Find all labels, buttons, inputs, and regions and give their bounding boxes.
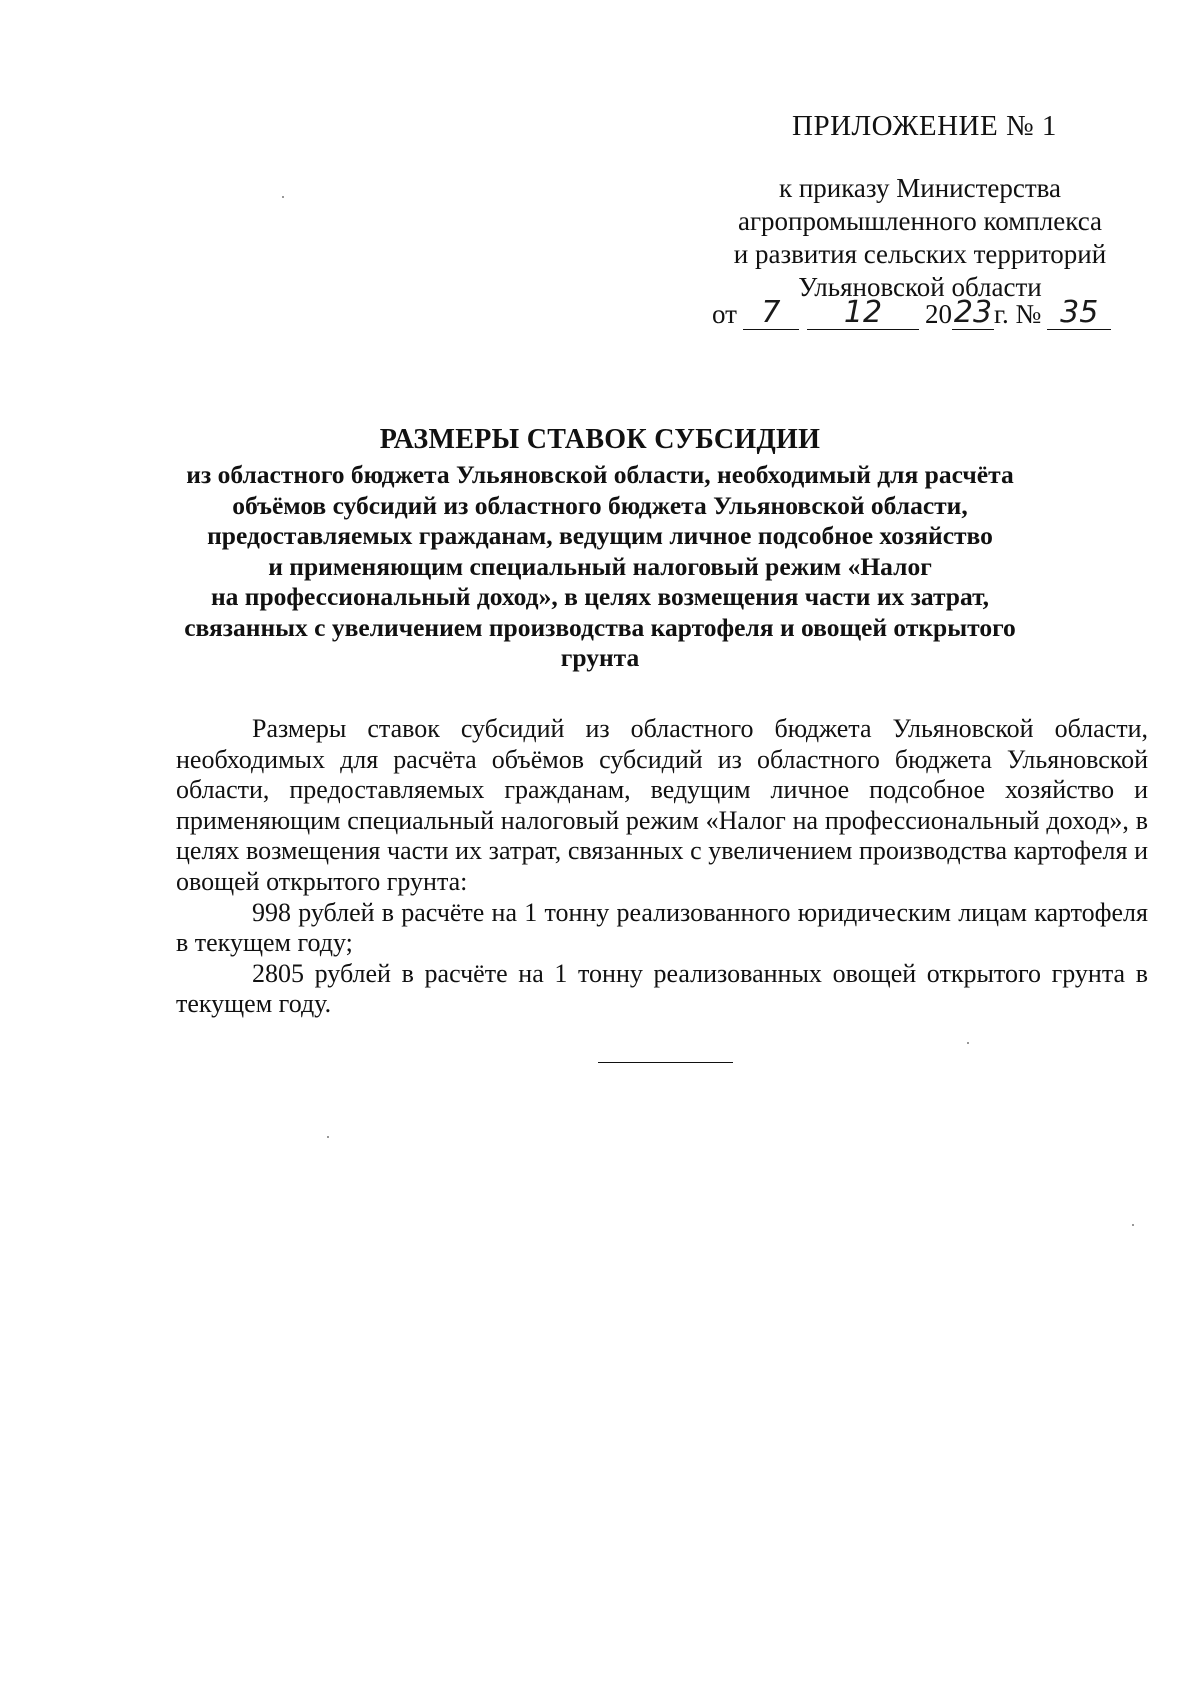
scan-speck xyxy=(282,196,284,198)
end-divider xyxy=(598,1062,733,1063)
year-prefix: 20 xyxy=(924,299,952,329)
date-prefix: от xyxy=(712,299,737,329)
body-paragraph: 998 рублей в расчёте на 1 тонну реализованного юридическим лицам картофеля в текущем году; xyxy=(176,897,1148,958)
scan-speck xyxy=(327,1136,329,1138)
heading-subtitle-line: связанных с увеличением производства картофеля и овощей открытого xyxy=(184,612,1016,642)
appendix-title: ПРИЛОЖЕНИЕ № 1 xyxy=(792,110,1057,142)
heading-subtitle-line: на профессиональный доход», в целях возмещения части их затрат, xyxy=(210,582,990,611)
number-prefix: г. № xyxy=(993,299,1042,329)
handwritten-order-number: 35 xyxy=(1047,298,1111,330)
scan-speck xyxy=(967,1042,969,1044)
order-reference xyxy=(700,172,1140,304)
order-reference-line: агропромышленного комплекса xyxy=(738,206,1102,236)
heading-subtitle-line: и применяющим специальный налоговый режим «Налог xyxy=(268,551,932,581)
heading-subtitle-line: объёмов субсидий из областного бюджета Ульяновской области, xyxy=(232,490,968,520)
heading-title: РАЗМЕРЫ СТАВОК СУБСИДИИ xyxy=(379,424,821,455)
handwritten-month: 12 xyxy=(807,298,919,330)
body-paragraph: Размеры ставок субсидий из областного бюджета Ульяновской области, необходимых для расчёта объёмов субсидий из областного бюджета Ульяновской области, предоставляемых гражданам, ведущим личное подсобное хозяйство и применяющим специальный налоговый режим «Налог на профессиональный доход», в целях возмещения части их затрат, связанных с увеличением производства картофеля и овощей открытого грунта: xyxy=(176,714,1148,896)
heading-subtitle-line: грунта xyxy=(560,643,640,672)
scan-speck xyxy=(1132,1224,1134,1226)
body-paragraph: 2805 рублей в расчёте на 1 тонну реализованных овощей открытого грунта в текущем году. xyxy=(176,958,1148,1019)
order-reference-line: и развития сельских территорий xyxy=(733,239,1107,269)
heading-subtitle xyxy=(170,460,1030,674)
heading-subtitle-line: из областного бюджета Ульяновской области, необходимый для расчёта xyxy=(186,460,1014,489)
handwritten-year: 23 xyxy=(953,295,993,330)
heading-subtitle-line: предоставляемых гражданам, ведущим личное подсобное хозяйство xyxy=(207,521,993,550)
order-date-line xyxy=(712,295,1111,330)
document-heading xyxy=(170,424,1030,674)
handwritten-day: 7 xyxy=(743,298,799,330)
order-reference-line: Ульяновской области xyxy=(798,272,1042,302)
document-body xyxy=(176,714,1148,1020)
order-reference-line: к приказу Министерства xyxy=(778,173,1062,203)
